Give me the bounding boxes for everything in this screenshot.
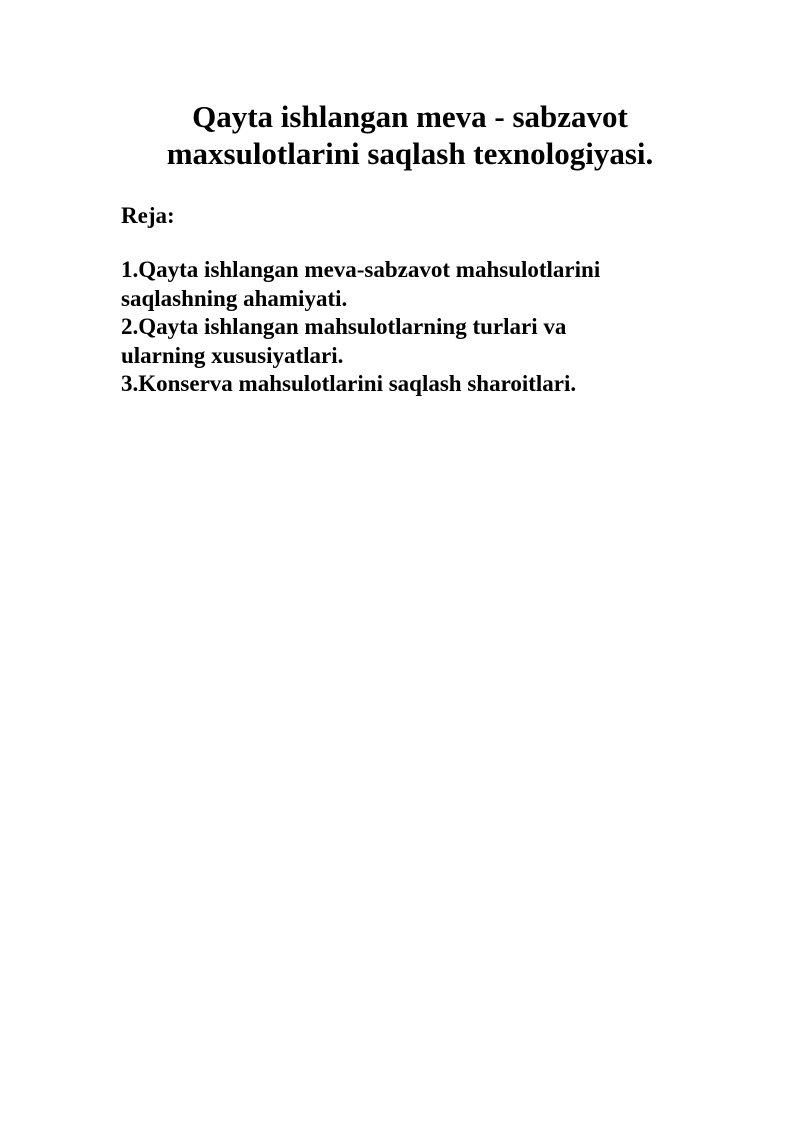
- plan-item-line: 3.Konserva mahsulotlarini saqlash sharoitlari.: [121, 371, 577, 396]
- plan-list: [121, 256, 741, 399]
- plan-item-line: 1.Qayta ishlangan meva-sabzavot mahsulotlarini: [121, 257, 601, 282]
- plan-item-line: saqlashning ahamiyati.: [121, 285, 348, 311]
- title-line: Qayta ishlangan meva - sabzavot: [192, 99, 628, 134]
- plan-heading: Reja:: [121, 203, 175, 228]
- document-title: [100, 98, 720, 172]
- title-line: maxsulotlarini saqlash texnologiyasi.: [166, 136, 654, 171]
- plan-item-line: ularning xususiyatlari.: [121, 342, 344, 368]
- plan-item-line: 2.Qayta ishlangan mahsulotlarning turlari va: [121, 314, 567, 339]
